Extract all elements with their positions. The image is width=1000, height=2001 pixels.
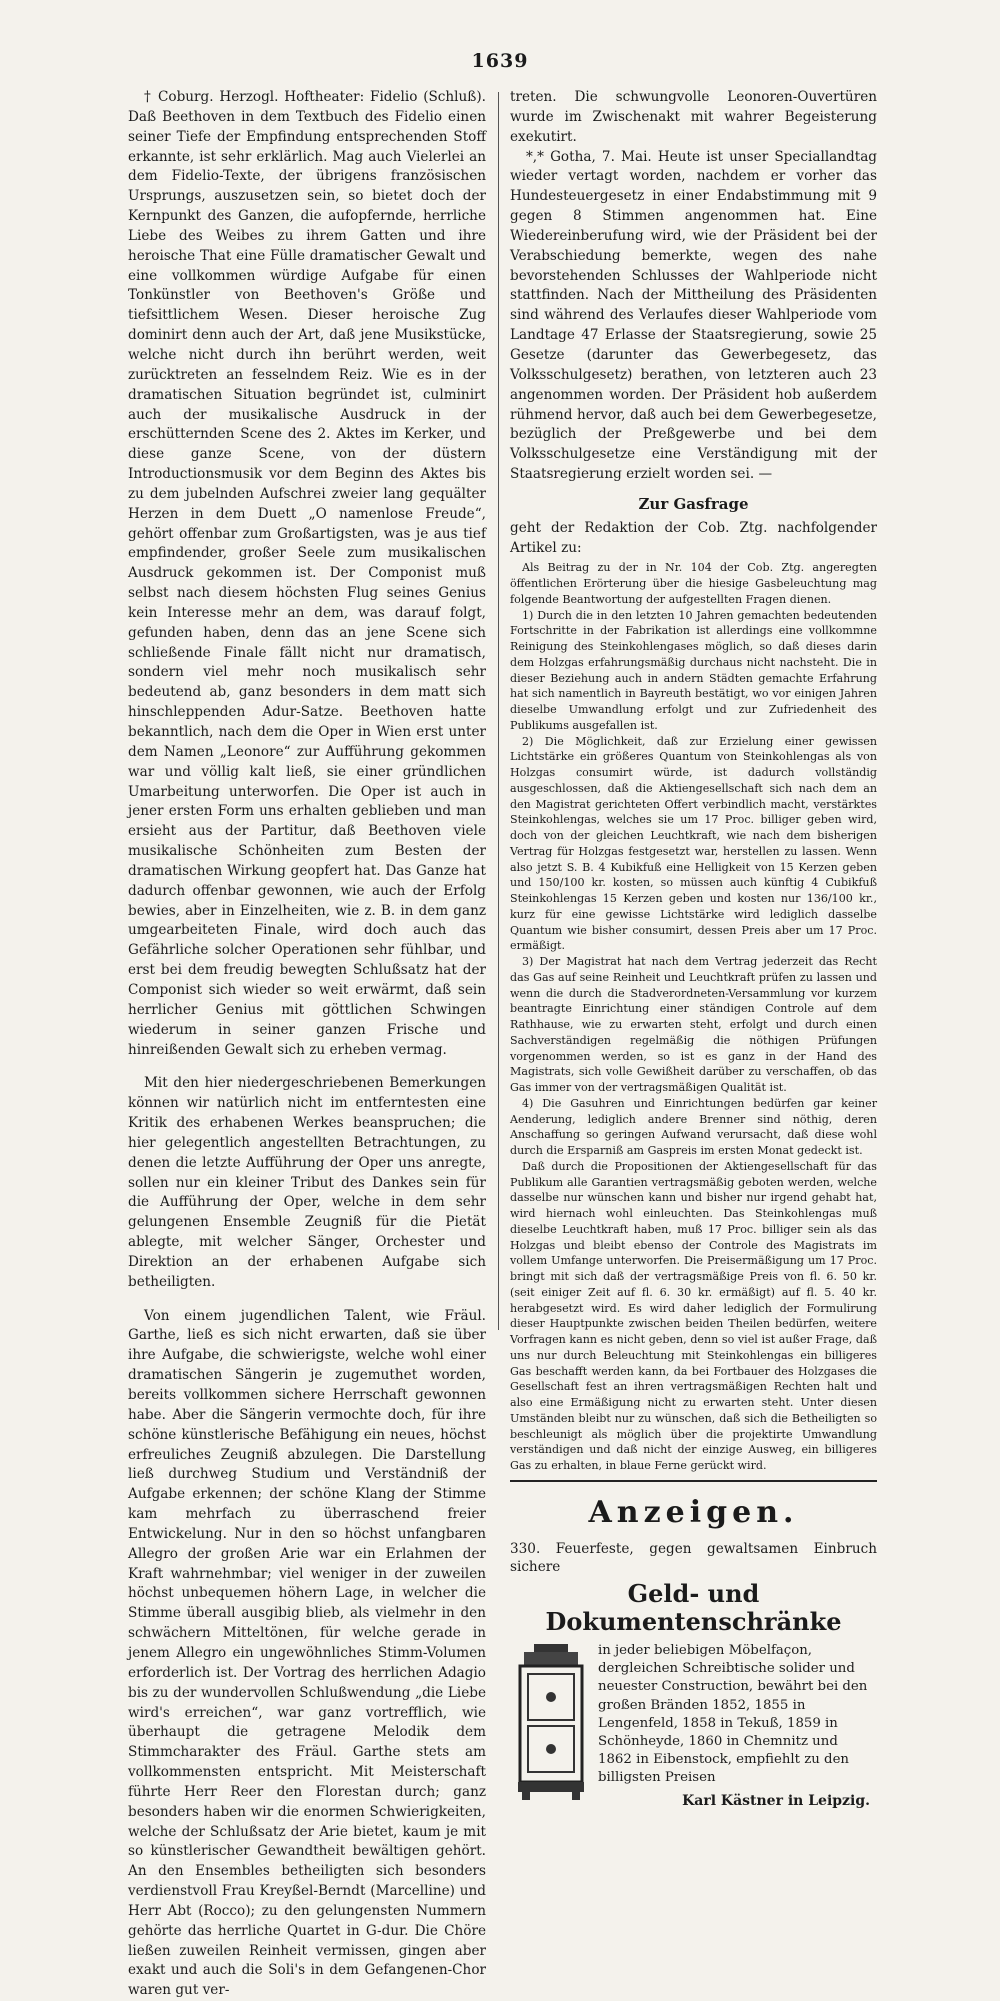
ad-lead: 330. Feuerfeste, gegen gewaltsamen Einbruch sichere [510, 1540, 877, 1575]
gas-paragraph-4: 3) Der Magistrat hat nach dem Vertrag jederzeit das Recht das Gas auf seine Reinheit und Leuchtkraft prüfen zu lassen und wenn die durch die Stadverordneten-Versammlung vor kurzem beantragte Einrichtung einer ständigen Controle auf dem Rathhause, wie zu erwarten steht, erfolgt und durch einen Sachverständigen regelmäßig die nöthigen Prüfungen vorgenommen werden, so ist es ganz in der Hand des Magistrats, sich volle Gewißheit darüber zu verschaffen, ob das Gas immer von der vertragsmäßigen Qualität ist. [510, 955, 877, 1095]
article-coburg-theater: † Coburg. Herzogl. Hoftheater: Fidelio (Schluß). Daß Beethoven in dem Textbuch des Fidelio einen seiner Tiefe der Empfindung entsprechenden Stoff erkannte, ist sehr erklärlich. Mag auch Vielerlei an dem Fidelio-Texte, der übrigens französischen Ursprungs, auszusetzen sein, so bietet doch der Kernpunkt des Ganzen, die aufopfernde, herrliche Liebe des Weibes zu ihrem Gatten und ihre heroische That eine Fülle dramatischer Gewalt und eine vollkommen würdige Aufgabe für einen Tonkünstler von Beethoven's Größe und tiefsittlichem Wesen. Dieser heroische Zug dominirt denn auch der Art, daß jene Musikstücke, welche nicht durch ihn berührt werden, weit zurücktreten an fesselndem Reiz. Wie es in der dramatischen Situation begründet ist, culminirt auch der musikalische Ausdruck in der erschütternden Scene des 2. Aktes im Kerker, und diese ganze Scene, von der düstern Introductionsmusik vor dem Beginn des Aktes bis zu dem jubelnden Aufschrei zweier lang gequälter Herzen in dem Duett „O namenlose Freude“, gehört offenbar zum Großartigsten, was je aus tief empfindender, großer Seele zum musikalischen Ausdruck gekommen ist. Der Componist muß selbst nach diesem höchsten Flug seines Genius kein Interesse mehr an dem, was darauf folgt, gefunden haben, denn das an jene Scene sich schließende Finale fällt nicht nur dramatisch, sondern viel mehr noch musikalisch sehr bedeutend ab, ganz besonders in dem matt sich hinschleppenden Adur-Satze. Beethoven hatte bekanntlich, nach dem die Oper in Wien erst unter dem Namen „Leonore“ zur Aufführung gekommen war und völlig kalt ließ, sie einer gründlichen Umarbeitung unterworfen. Die Oper ist auch in jener ersten Form uns erhalten geblieben und man ersieht aus der Partitur, daß Beethoven viele musikalische Schönheiten zum Besten der dramatischen Wirkung geopfert hat. Das Ganze hat dadurch offenbar gewonnen, wie auch der Erfolg bewies, aber in Einzelheiten, wie z. B. in dem ganz umgearbeiteten Finale, wird doch auch das Gefährliche solcher Operationen sehr fühlbar, und erst bei dem freudig bewegten Schlußsatz hat der Componist sich wieder so weit erwärmt, daß sein herrlicher Genius mit göttlichen Schwingen wiederum in seiner ganzen Frische und hinreißenden Gewalt sich zu erheben vermag. [128, 89, 486, 1058]
ad-signature: Karl Kästner in Leipzig. [682, 1792, 870, 1809]
section-rule [510, 1480, 877, 1482]
gas-paragraph-1: Als Beitrag zu der in Nr. 104 der Cob. Ztg. angeregten öffentlichen Erörterung über die hiesige Gasbeleuchtung mag folgende Beantwortung der aufgestellten Fragen dienen. [510, 561, 877, 606]
article-coburg-remarks: Mit den hier niedergeschriebenen Bemerkungen können wir natürlich nicht im entferntesten eine Kritik des erhabenen Werkes beanspruchen; die hier gelegentlich angestellten Betrachtungen, zu denen die letzte Aufführung der Oper uns anregte, sollen nur ein kleiner Tribut des Dankes sein für die Aufführung der Oper, welche in dem sehr gelungenen Ensemble Zeugniß für die Pietät ablegte, mit welcher Sänger, Orchester und Direktion an der erhabenen Aufgabe sich betheiligten. [128, 1075, 486, 1290]
right-column [510, 88, 877, 1812]
gas-paragraph-2: 1) Durch die in den letzten 10 Jahren gemachten bedeutenden Fortschritte in der Fabrikation ist allerdings eine vollkommne Reinigung des Steinkohlengases möglich, so daß dieses darin dem Holzgas erfahrungsmäßig durchaus nicht nachsteht. Die in dieser Beziehung auch in andern Städten gemachte Erfahrung hat sich namentlich in Bayreuth bestätigt, wo vor einigen Jahren dieselbe Umwandlung erfolgt und zur Zufriedenheit des Publikums ausgefallen ist. [510, 608, 877, 732]
gas-article [510, 560, 877, 1474]
gas-paragraph-6: Daß durch die Propositionen der Aktiengesellschaft für das Publikum alle Garantien vertragsmäßig geboten werden, welche dasselbe nur wünschen kann und bisher nur irgend gehabt hat, wird hiernach wohl einleuchten. Das Steinkohlengas muß dieselbe Leuchtkraft haben, muß 17 Proc. billiger sein als das Holzgas und bleibt ebenso der Controle des Magistrats im vollem Umfange unterworfen. Die Preisermäßigung um 17 Proc. bringt mit sich daß der vertragsmäßige Preis von fl. 6. 50 kr. (seit einiger Zeit auf fl. 6. 30 kr. ermäßigt) auf fl. 5. 40 kr. herabgesetzt wird. Es wird daher lediglich der Formulirung dieser Hauptpunkte zwischen beiden Theilen bedürfen, weitere Vorfragen kann es nicht geben, denn so viel ist außer Frage, daß uns nur durch Beleuchtung mit Steinkohlengas ein billigeres Gas beschafft werden kann, da bei Fortbauer des Holzgases die Gesellschaft fest an ihren vertragsmäßigen Rechten halt und also eine Ermäßigung nicht zu erwarten steht. Unter diesen Umständen bleibt nur zu wünschen, daß sich die Betheiligten so beschleunigt als möglich über die projektirte Umwandlung verständigen und daß nicht der einzige Ausweg, ein billigeres Gas zu erhalten, in blaue Ferne gerückt wird. [510, 1159, 877, 1473]
ad-description: in jeder beliebigen Möbelfaçon, dergleichen Schreibtische solider und neuester Construction, bewährt bei den großen Bränden 1852, 1855 in Lengenfeld, 1858 in Tekuß, 1859 in Schönheyde, 1860 in Chemnitz und 1862 in Eibenstock, empfiehlt zu den billigsten Preisen [598, 1642, 868, 1786]
ad-title: Geld- und Dokumentenschränke [545, 1578, 842, 1636]
ad-text [598, 1642, 870, 1810]
article-coburg-singers: Von einem jugendlichen Talent, wie Fräul. Garthe, ließ es sich nicht erwarten, daß sie über ihre Aufgabe, die schwierigste, welche wohl einer dramatischen Sängerin je zugemuthet worden, bereits vollkommen sichere Herrschaft gewonnen habe. Aber die Sängerin vermochte doch, für ihre schöne künstlerische Befähigung ein neues, höchst erfreuliches Zeugniß abzulegen. Die Darstellung ließ durchweg Studium und Verständniß der Aufgabe erkennen; der schöne Klang der Stimme kam mehrfach zu überraschend freier Entwickelung. Nur in den so höchst unfangbaren Allegro der großen Arie war ein Erlahmen der Kraft wahrnehmbar; viel weniger in der zuweilen höchst unbequemen höhern Lage, in welcher die Stimme überall ausgibig blieb, als vielmehr in den schwächern Mitteltönen, für welche gerade in jenem Allegro ein ungewöhnliches Stimm-Volumen erforderlich ist. Der Vortrag des herrlichen Adagio bis zu der wundervollen Schlußwendung „die Liebe wird's erreichen“, war ganz vortrefflich, wie überhaupt die getragene Melodik dem Stimmcharakter des Fräul. Garthe stets am vollkommensten entspricht. Mit Meisterschaft führte Herr Reer den Florestan durch; ganz besonders haben wir die enormen Schwierigkeiten, welche der Schlußsatz der Arie bietet, kaum je mit so künstlerischer Gewandtheit bewältigen gehört. An den Ensembles betheiligten sich besonders verdienstvoll Frau Kreyßel-Berndt (Marcelline) und Herr Abt (Rocco); zu den gelungensten Nummern gehörte das herrliche Quartet in G-dur. Die Chöre ließen zuweilen Reinheit vermissen, gingen aber exakt und auch die Soli's in dem Gefangenen-Chor waren gut ver- [128, 1307, 486, 1999]
page-number: 1639 [471, 50, 529, 72]
gas-paragraph-5: 4) Die Gasuhren und Einrichtungen bedürfen gar keiner Aenderung, lediglich andere Brenner sind nöthig, deren Anschaffung so geringen Aufwand verursacht, daß diese wohl durch die Ersparniß am Gaspreis im ersten Monat gedeckt ist. [510, 1096, 877, 1158]
article-gotha-landtag: *,* Gotha, 7. Mai. Heute ist unser Speciallandtag wieder vertagt worden, nachdem er vorher das Hundesteuergesetz in einer Endabstimmung mit 9 gegen 8 Stimmen angenommen hat. Eine Wiedereinberufung wird, wie der Präsident bei der Verabschiedung bemerkte, wegen des nahe bevorstehenden Schlusses der Wahlperiode nicht stattfinden. Nach der Mittheilung des Präsidenten sind während des Verlaufes dieser Wahlperiode vom Landtage 47 Erlasse der Staatsregierung, sowie 25 Gesetze (darunter das Gewerbegesetz, das Volksschulgesetz) berathen, von letzteren auch 23 angenommen worden. Der Präsident hob außerdem rühmend hervor, daß auch bei dem Gewerbegesetze, bezüglich der Preßgewerbe und bei dem Volksschulgesetze eine Verständigung mit der Staatsregierung erzielt worden sei. — [510, 148, 877, 483]
ads-title: Anzeigen. [588, 1494, 799, 1530]
safe-illustration [514, 1642, 588, 1802]
gas-intro: geht der Redaktion der Cob. Ztg. nachfolgender Artikel zu: [510, 519, 877, 556]
ad-body [510, 1642, 877, 1812]
gas-paragraph-3: 2) Die Möglichkeit, daß zur Erzielung einer gewissen Lichtstärke ein größeres Quantum von Steinkohlengas als von Holzgas consumirt würde, ist dadurch vollständig ausgeschlossen, daß die Aktiengesellschaft sich nach dem an den Magistrat gerichteten Offert verbindlich macht, verstärktes Steinkohlengas, welches sie um 17 Proc. billiger geben wird, doch von der gleichen Leuchtkraft, wie nach dem bisherigen Vertrag für Holzgas festgesetzt war, herstellen zu lassen. Wenn also jetzt S. B. 4 Kubikfuß eine Helligkeit von 15 Kerzen geben und 150/100 kr. kosten, so müssen auch künftig 4 Cubikfuß Steinkohlengas 15 Kerzen geben und kosten nur 136/100 kr., kurz für eine gewisse Lichtstärke wird lediglich dasselbe Quantum wie bisher consumirt, dessen Preis aber um 17 Proc. ermäßigt. [510, 734, 877, 953]
left-column [128, 88, 486, 2001]
column-divider [498, 92, 499, 1330]
article-coburg-continued: treten. Die schwungvolle Leonoren-Ouvertüren wurde im Zwischenakt mit wahrer Begeisterung exekutirt. [510, 89, 877, 145]
gas-heading: Zur Gasfrage [638, 494, 749, 513]
